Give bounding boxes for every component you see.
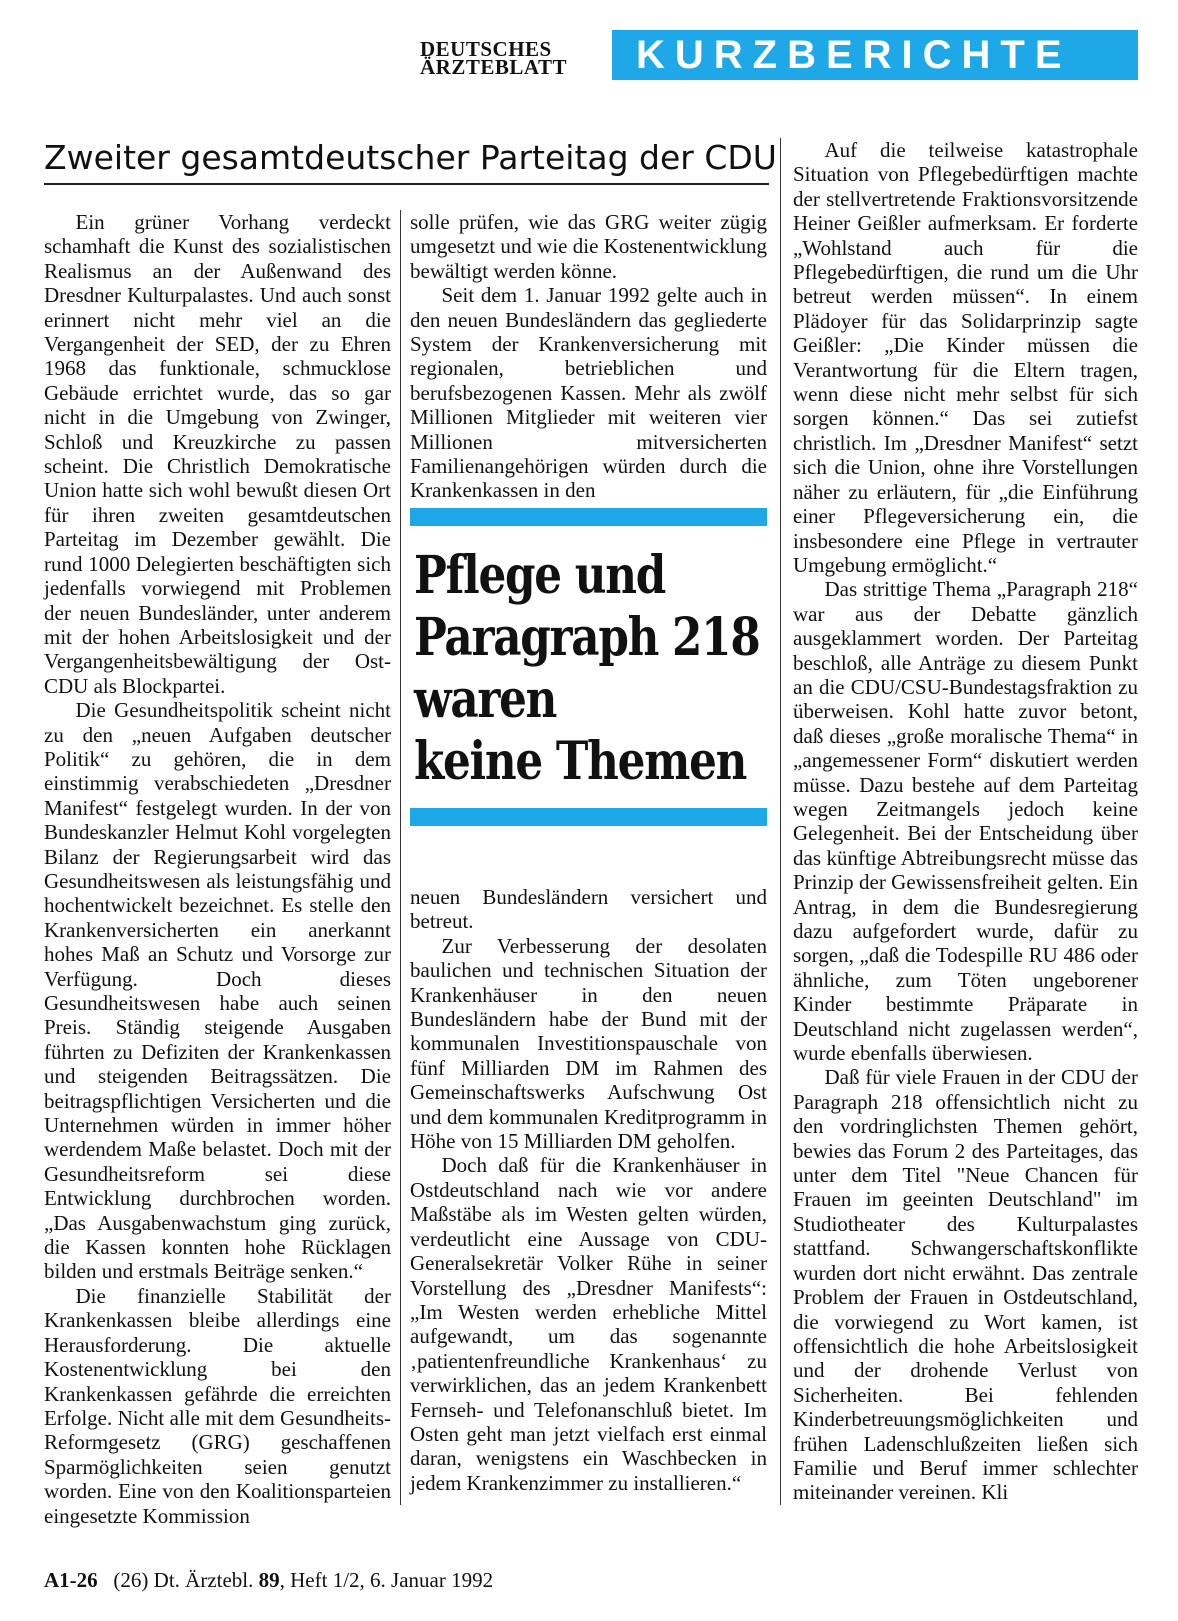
citation-volume: 89 <box>258 1568 280 1592</box>
article-column-2-top <box>410 210 767 503</box>
box-title-line: Pflege und <box>414 545 666 606</box>
logo-line-2: ÄRZTEBLATT <box>420 55 567 80</box>
paragraph: Auf die teilweise katastrophale Situation von Pflegebedürftigen machte der stellvertretende Fraktionsvorsitzende Heiner Geißler aufmerksam. Er forderte „Wohlstand auch für die Pflegebedürftigen, die rund um die Uhr betreut werden müssen“. In einem Plädoyer für das Solidarprinzip sagte Geißler: „Die Kinder müssen die Verantwortung für die Eltern tragen, wenn diese nicht mehr selbst für sich sorgen können.“ Das sei zutiefst christlich. Im „Dresdner Manifest“ setzt sich die Union, ohne ihre Vorstellungen näher zu erläutern, für „die Einführung einer Pflegeversicherung ein, die insbesondere eine Pflege in vertrauter Umgebung ermöglicht.“ <box>793 138 1138 577</box>
paragraph: Zur Verbesserung der desolaten baulichen und technischen Situation der Krankenhäuser in den neuen Bundesländern habe der Bund mit der kommunalen Investitionspauschale von fünf Milliarden DM im Rahmen des Gemeinschaftswerks Aufschwung Ost und dem kommunalen Kreditprogramm in Höhe von 15 Milliarden DM geholfen. <box>410 933 767 1154</box>
page-footer <box>44 1568 493 1593</box>
article-column-3 <box>793 138 1138 1505</box>
article-headline: Zweiter gesamtdeutscher Parteitag der CDU <box>44 138 777 177</box>
citation-prefix: (26) Dt. Ärztebl. <box>113 1568 254 1592</box>
publication-logo <box>420 37 590 80</box>
paragraph: Daß für viele Frauen in der CDU der Paragraph 218 offensichtlich nicht zu den vordringlichsten Themen gehört, bewies das Forum 2 des Parteitages, das unter dem Titel "Neue Chancen für Frauen im geeinten Deutschland" im Studiotheater des Kulturpalastes stattfand. Schwangerschaftskonflikte wurden dort nicht erwähnt. Das zentrale Problem der Frauen in Ostdeutschland, die vorwiegend zu Wort kamen, ist offensichtlich die hohe Arbeitslosigkeit und der drohende Verlust von Sicherheiten. Bei fehlenden Kinderbetreuungsmöglichkeiten und frühen Ladenschlußzeiten ließen sich Familie und Beruf immer schlechter miteinander vereinen. Kli <box>793 1065 1138 1505</box>
paragraph: Ein grüner Vorhang verdeckt schamhaft die Kunst des sozialistischen Realismus an der Außenwand des Dresdner Kulturpalastes. Und auch sonst erinnert nicht mehr viel an die Vergangenheit der SED, der zu Ehren 1968 das funktionale, schmucklose Gebäude errichtet wurde, das so gar nicht in die Umgebung von Zwinger, Schloß und Kreuzkirche zu passen scheint. Die Christlich Demokratische Union hatte sich wohl bewußt diesen Ort für ihren zweiten gesamtdeutschen Parteitag im Dezember gewählt. Die rund 1000 Delegierten beschäftigten sich jedenfalls vorwiegend mit Problemen der neuen Bundesländer, unter anderem mit der hohen Arbeitslosigkeit und der Vergangenheitsbewältigung der Ost-CDU als Blockpartei. <box>44 210 391 698</box>
citation-rest: , Heft 1/2, 6. Januar 1992 <box>279 1568 494 1592</box>
box-title-line: Paragraph 218 <box>414 607 760 668</box>
article-column-1 <box>44 210 391 1528</box>
box-title-line: keine Themen <box>414 731 747 792</box>
paragraph: Doch daß für die Krankenhäuser in Ostdeutschland nach wie vor andere Maßstäbe als im Westen gelten würden, verdeutlicht eine Aussage von CDU-Generalsekretär Volker Rühe in seiner Vorstellung des „Dresdner Manifests“: „Im Westen werden erhebliche Mittel aufgewandt, um das sogenannte ‚patientenfreundliche Krankenhaus‘ zu verwirklichen, das an jedem Krankenbett Fernseh- und Telefonanschluß bietet. Im Osten geht man jetzt vielfach erst einmal daran, wenigstens ein Waschbecken in jedem Krankenzimmer zu installieren.“ <box>410 1153 767 1495</box>
paragraph: Das strittige Thema „Paragraph 218“ war aus der Debatte gänzlich ausgeklammert worden. Der Parteitag beschloß, alle Anträge zu diesem Punkt an die CDU/CSU-Bundestagsfraktion zu überweisen. Kohl hatte zuvor betont, daß dieses „große moralische Thema“ in „angemessener Form“ diskutiert werden müsse. Dazu bestehe auf dem Parteitag wegen Zeitmangels jedoch keine Gelegenheit. Bei der Entscheidung über das künftige Abtreibungsrecht müsse das Prinzip der Gewissensfreiheit gelten. Ein Antrag, in dem die Bundesregierung dazu aufgefordert wurde, dafür zu sorgen, „daß die Todespille RU 486 oder ähnliche, zum Töten ungeborener Kinder bestimmte Präparate in Deutschland nicht zugelassen werden“, wurde ebenfalls überwiesen. <box>793 577 1138 1066</box>
paragraph: Die finanzielle Stabilität der Krankenkassen bleibe allerdings eine Herausforderung. Die aktuelle Kostenentwicklung bei den Krankenkassen gefährde die erreichten Erfolge. Nicht alle mit dem Gesundheits-Reformgesetz (GRG) geschaffenen Sparmöglichkeiten seien genutzt worden. Eine von den Koalitionsparteien eingesetzte Kommission <box>44 1283 391 1528</box>
box-title-line: waren <box>414 669 557 730</box>
logo-line-1: DEUTSCHES <box>420 37 552 61</box>
page-code: A1-26 <box>44 1568 98 1592</box>
paragraph: Seit dem 1. Januar 1992 gelte auch in den neuen Bundesländern das gegliederte System der Krankenversicherung mit regionalen, betrieblichen und berufsbezogenen Kassen. Mehr als zwölf Millionen Mitglieder mit weiteren vier Millionen mitversicherten Familienangehörigen würden durch die Krankenkassen in den <box>410 283 767 503</box>
paragraph: neuen Bundesländern versichert und betreut. <box>410 885 767 934</box>
box-bottom-bar <box>410 808 767 826</box>
article-column-2-bottom <box>410 885 767 1495</box>
box-title <box>414 545 760 793</box>
box-top-bar <box>410 508 767 526</box>
column-divider-2 <box>780 138 781 1505</box>
headline-rule <box>44 183 769 185</box>
paragraph: solle prüfen, wie das GRG weiter zügig umgesetzt und wie die Kostenentwicklung bewältigt werden könne. <box>410 210 767 283</box>
section-banner: KURZBERICHTE <box>612 30 1138 80</box>
paragraph: Die Gesundheitspolitik scheint nicht zu den „neuen Aufgaben deutscher Politik“ zu gehören, die in dem einstimmig verabschiedeten „Dresdner Manifest“ festgelegt wurden. In der von Bundeskanzler Helmut Kohl vorgelegten Bilanz der Regierungsarbeit wird das Gesundheitswesen als leistungsfähig und hochentwickelt bezeichnet. Es stelle den Krankenversicherten ein anerkannt hohes Maß an Schutz und Vorsorge zur Verfügung. Doch dieses Gesundheitswesen habe auch seinen Preis. Ständig steigende Ausgaben führten zu Defiziten der Krankenkassen und steigenden Beitragssätzen. Die beitragspflichtigen Versicherten und die Unternehmen würden in immer höher werdendem Maße belastet. Doch mit der Gesundheitsreform sei diese Entwicklung durchbrochen worden. „Das Ausgabenwachstum ging zurück, die Kassen konnten hohe Rücklagen bilden und erstmals Beiträge senken.“ <box>44 698 391 1284</box>
column-divider-1 <box>400 210 401 1505</box>
